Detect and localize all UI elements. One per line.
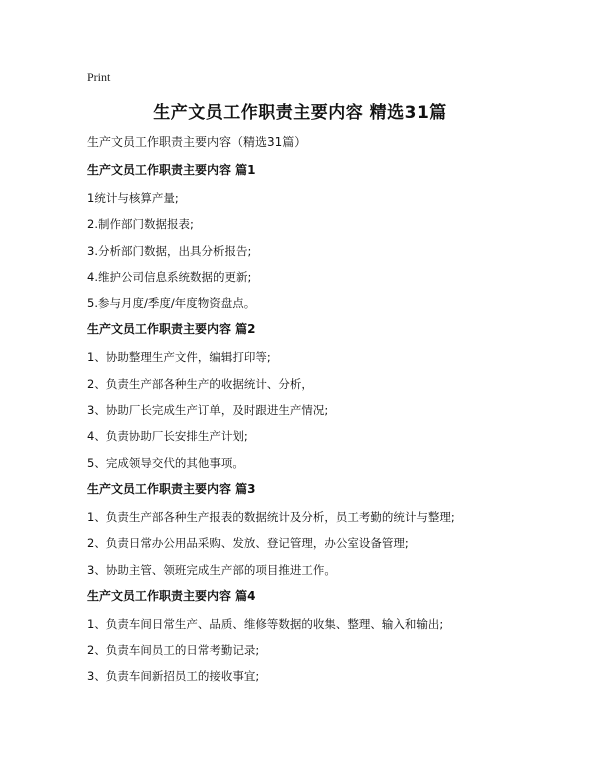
list-item: 2、负责日常办公用品采购、发放、登记管理，办公室设备管理; — [87, 536, 409, 551]
section-heading: 生产文员工作职责主要内容 篇1 — [87, 163, 256, 177]
list-item: 4.维护公司信息系统数据的更新; — [87, 269, 252, 284]
section-heading: 生产文员工作职责主要内容 篇2 — [87, 322, 256, 337]
list-item: 3、负责车间新招员工的接收事宜; — [87, 669, 260, 684]
page-title: 生产文员工作职责主要内容 精选31篇 — [153, 103, 447, 123]
list-item: 1、协助整理生产文件，编辑打印等; — [87, 350, 271, 365]
list-item: 4、负责协助厂长安排生产计划; — [87, 429, 248, 444]
list-item: 3、协助主管、领班完成生产部的项目推进工作。 — [87, 562, 336, 577]
list-item: 1统计与核算产量; — [87, 191, 179, 205]
list-item: 2.制作部门数据报表; — [87, 217, 194, 232]
list-item: 2、负责车间员工的日常考勤记录; — [87, 643, 260, 658]
list-item: 1、负责车间日常生产、品质、维修等数据的收集、整理、输入和输出; — [87, 616, 444, 631]
document-body — [87, 162, 527, 695]
section-3 — [87, 481, 527, 588]
section-2 — [87, 321, 527, 480]
section-heading: 生产文员工作职责主要内容 篇3 — [87, 481, 256, 496]
list-item: 2、负责生产部各种生产的收据统计、分析， — [87, 376, 313, 391]
list-item: 5.参与月度/季度/年度物资盘点。 — [87, 296, 256, 311]
list-item: 5、完成领导交代的其他事项。 — [87, 455, 244, 470]
list-item: 3、协助厂长完成生产订单，及时跟进生产情况; — [87, 403, 329, 418]
section-1 — [87, 162, 527, 321]
list-item: 3.分析部门数据，出具分析报告; — [87, 243, 252, 258]
section-heading: 生产文员工作职责主要内容 篇4 — [87, 588, 256, 603]
print-label: Print — [87, 70, 111, 84]
list-item: 1、负责生产部各种生产报表的数据统计及分析，员工考勤的统计与整理; — [87, 509, 455, 524]
document-subtitle: 生产文员工作职责主要内容（精选31篇） — [87, 135, 307, 149]
section-4 — [87, 588, 527, 695]
